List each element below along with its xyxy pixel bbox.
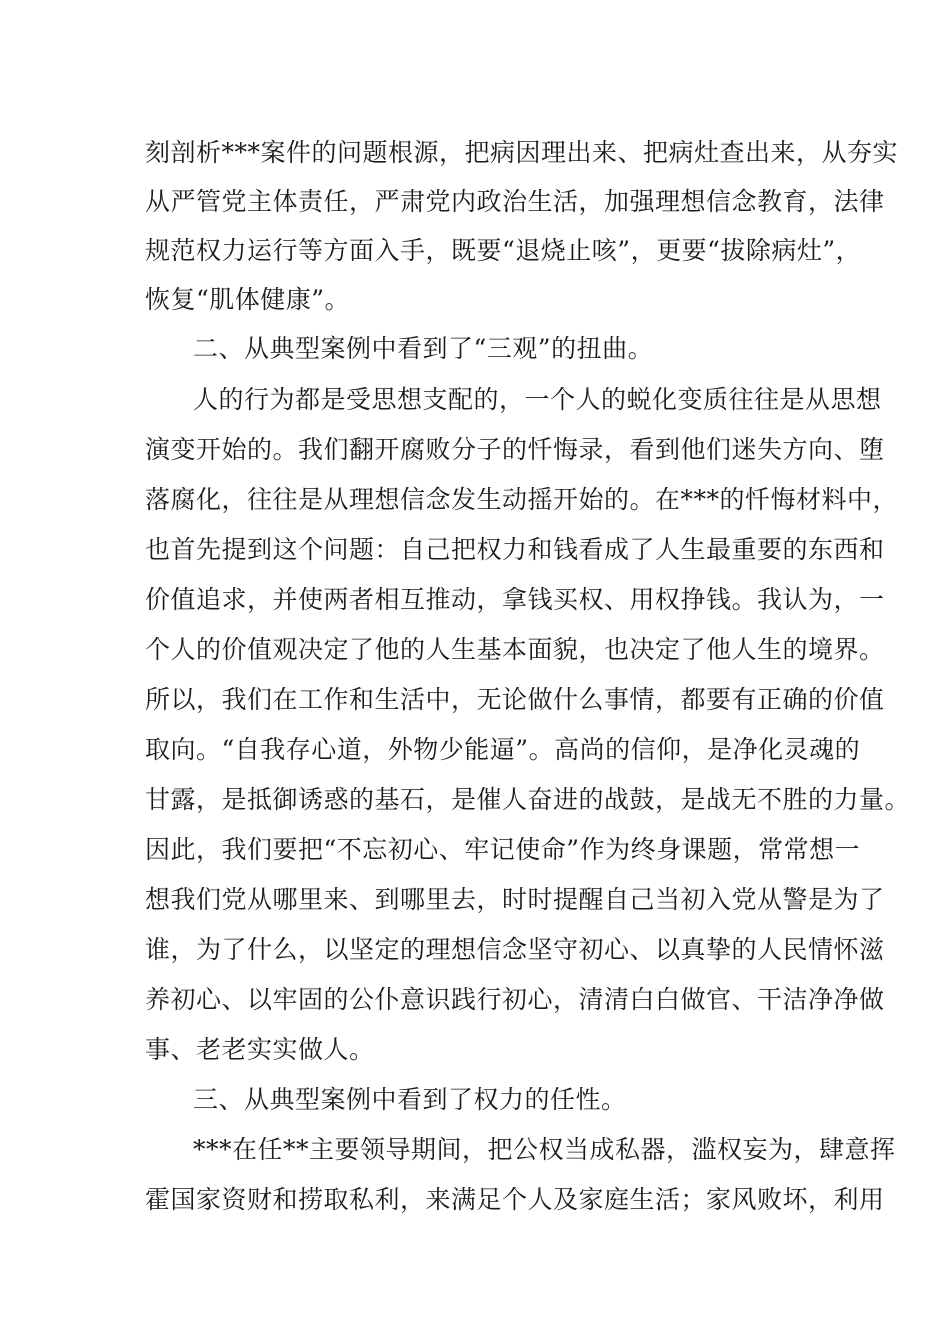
- section-heading-2: 二、从典型案例中看到了“三观”的扭曲。: [193, 334, 654, 363]
- paragraph-1-line-1: 刻剖析***案件的问题根源，把病因理出来、把病灶查出来，从夯实: [145, 138, 899, 167]
- paragraph-2-line-9: 甘露，是抵御诱惑的基石，是催人奋进的战鼓，是战无不胜的力量。: [145, 785, 911, 814]
- paragraph-2-line-8: 取向。“自我存心道，外物少能逼”。高尚的信仰，是净化灵魂的: [145, 735, 861, 764]
- paragraph-1-line-3: 规范权力运行等方面入手，既要“退烧止咳”，更要“拔除病灶”，: [145, 236, 862, 265]
- paragraph-2-line-14: 事、老老实实做人。: [145, 1035, 375, 1064]
- section-heading-3: 三、从典型案例中看到了权力的任性。: [193, 1085, 627, 1114]
- paragraph-1-line-4: 恢复“肌体健康”。: [145, 285, 351, 314]
- paragraph-2-line-5: 价值追求，并使两者相互推动，拿钱买权、用权挣钱。我认为，一: [145, 585, 885, 614]
- paragraph-2-line-10: 因此，我们要把“不忘初心、牢记使命”作为终身课题，常常想一: [145, 835, 861, 864]
- paragraph-2-line-3: 落腐化，往往是从理想信念发生动摇开始的。在***的忏悔材料中，: [145, 485, 899, 514]
- paragraph-2-line-7: 所以，我们在工作和生活中，无论做什么事情，都要有正确的价值: [145, 685, 885, 714]
- paragraph-2-line-1: 人的行为都是受思想支配的，一个人的蜕化变质往往是从思想: [193, 385, 882, 414]
- paragraph-2-line-4: 也首先提到这个问题：自己把权力和钱看成了人生最重要的东西和: [145, 535, 885, 564]
- paragraph-2-line-12: 谁，为了什么，以坚定的理想信念坚守初心、以真挚的人民情怀滋: [145, 935, 885, 964]
- paragraph-2-line-11: 想我们党从哪里来、到哪里去，时时提醒自己当初入党从警是为了: [145, 885, 885, 914]
- paragraph-2-line-2: 演变开始的。我们翻开腐败分子的忏悔录，看到他们迷失方向、堕: [145, 435, 885, 464]
- paragraph-1-line-2: 从严管党主体责任，严肃党内政治生活，加强理想信念教育，法律: [145, 187, 885, 216]
- paragraph-3-line-1: ***在任**主要领导期间，把公权当成私器，滥权妄为，肆意挥: [193, 1135, 896, 1164]
- paragraph-3-line-2: 霍国家资财和捞取私利，来满足个人及家庭生活；家风败坏，利用: [145, 1185, 885, 1214]
- paragraph-2-line-6: 个人的价值观决定了他的人生基本面貌，也决定了他人生的境界。: [145, 635, 885, 664]
- paragraph-2-line-13: 养初心、以牢固的公仆意识践行初心，清清白白做官、干洁净净做: [145, 985, 885, 1014]
